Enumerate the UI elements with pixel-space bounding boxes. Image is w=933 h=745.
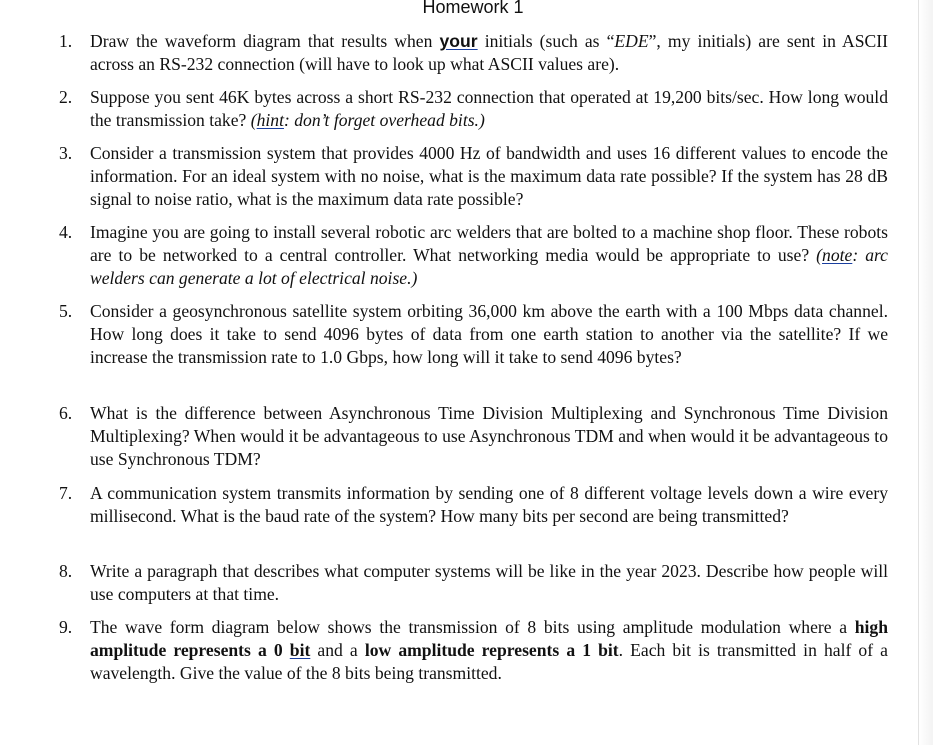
question-text (90, 616, 888, 685)
text-segment: ”, my initials) are sent in ASCII across an RS-232 connection (will have to look up what ASCII values are). (90, 31, 888, 74)
text-segment: Consider a transmission system that provides 4000 Hz of bandwidth and uses 16 different values to encode the information. For an ideal system with no noise, what is the maximum data rate possible? If the system has 28 dB signal to noise ratio, what is the maximum data rate possible? (90, 143, 888, 209)
question-text (90, 86, 888, 132)
text-segment: The wave form diagram below shows the transmission of 8 bits using amplitude modulation where a (90, 617, 855, 637)
text-segment: hint (256, 110, 284, 130)
question-number: 4. (59, 222, 73, 242)
question-text (90, 142, 888, 211)
text-segment: EDE (614, 31, 649, 51)
text-segment: Draw the waveform diagram that results when (90, 31, 440, 51)
question-text (90, 402, 888, 471)
text-segment: Consider a geosynchronous satellite system orbiting 36,000 km above the earth with a 100 Mbps data channel. How long does it take to send 4096 bytes of data from one earth station to another via the satellite? If we increase the transmission rate to 1.0 Gbps, how long will it take to send 4096 bytes? (90, 301, 888, 367)
question-number: 9. (59, 617, 73, 637)
question-number: 8. (59, 561, 73, 581)
question-number: 6. (59, 403, 73, 423)
page-edge-shadow (918, 0, 933, 745)
text-segment: A communication system transmits information by sending one of 8 different voltage levels down a wire every millisecond. What is the baud rate of the system? How many bits per second are being transmitted? (90, 483, 888, 526)
question-number: 2. (59, 87, 73, 107)
question-number: 5. (59, 301, 73, 321)
text-segment: Write a paragraph that describes what computer systems will be like in the year 2023. Describe how people will use computers at that time. (90, 561, 888, 604)
text-segment: high amplitude represents a 0 (90, 617, 888, 660)
text-segment: : arc welders can generate a lot of electrical noise.) (90, 245, 888, 288)
question-text (90, 30, 888, 76)
text-segment: and a (310, 640, 365, 660)
text-segment: note (822, 245, 853, 265)
page-title: Homework 1 (422, 0, 524, 17)
question-text (90, 300, 888, 369)
text-segment: ( (250, 110, 257, 130)
text-segment: Suppose you sent 46K bytes across a short RS-232 connection that operated at 19,200 bits/sec. How long would the transmission take? (90, 87, 888, 130)
question-text (90, 221, 888, 290)
question-text (90, 560, 888, 606)
question-number: 1. (59, 31, 73, 51)
text-segment: Imagine you are going to install several robotic arc welders that are bolted to a machine shop floor. These robots are to be networked to a central controller. What networking media would be appropriate to use? (90, 222, 888, 265)
text-segment: low amplitude represents a 1 bit (364, 640, 619, 660)
text-segment: bit (289, 640, 311, 660)
text-segment: initials (such as “ (477, 31, 615, 51)
text-segment: ( (816, 245, 823, 265)
question-number: 7. (59, 483, 73, 503)
text-segment: What is the difference between Asynchronous Time Division Multiplexing and Synchronous Time Division Multiplexing? When would it be advantageous to use Asynchronous TDM and when would it be advantageous to use Synchronous TDM? (90, 403, 888, 469)
text-segment: your (439, 31, 478, 51)
text-segment: . Each bit is transmitted in half of a wavelength. Give the value of the 8 bits being transmitted. (90, 640, 888, 683)
question-text (90, 482, 888, 528)
question-number: 3. (59, 143, 73, 163)
text-segment: : don’t forget overhead bits.) (283, 110, 485, 130)
